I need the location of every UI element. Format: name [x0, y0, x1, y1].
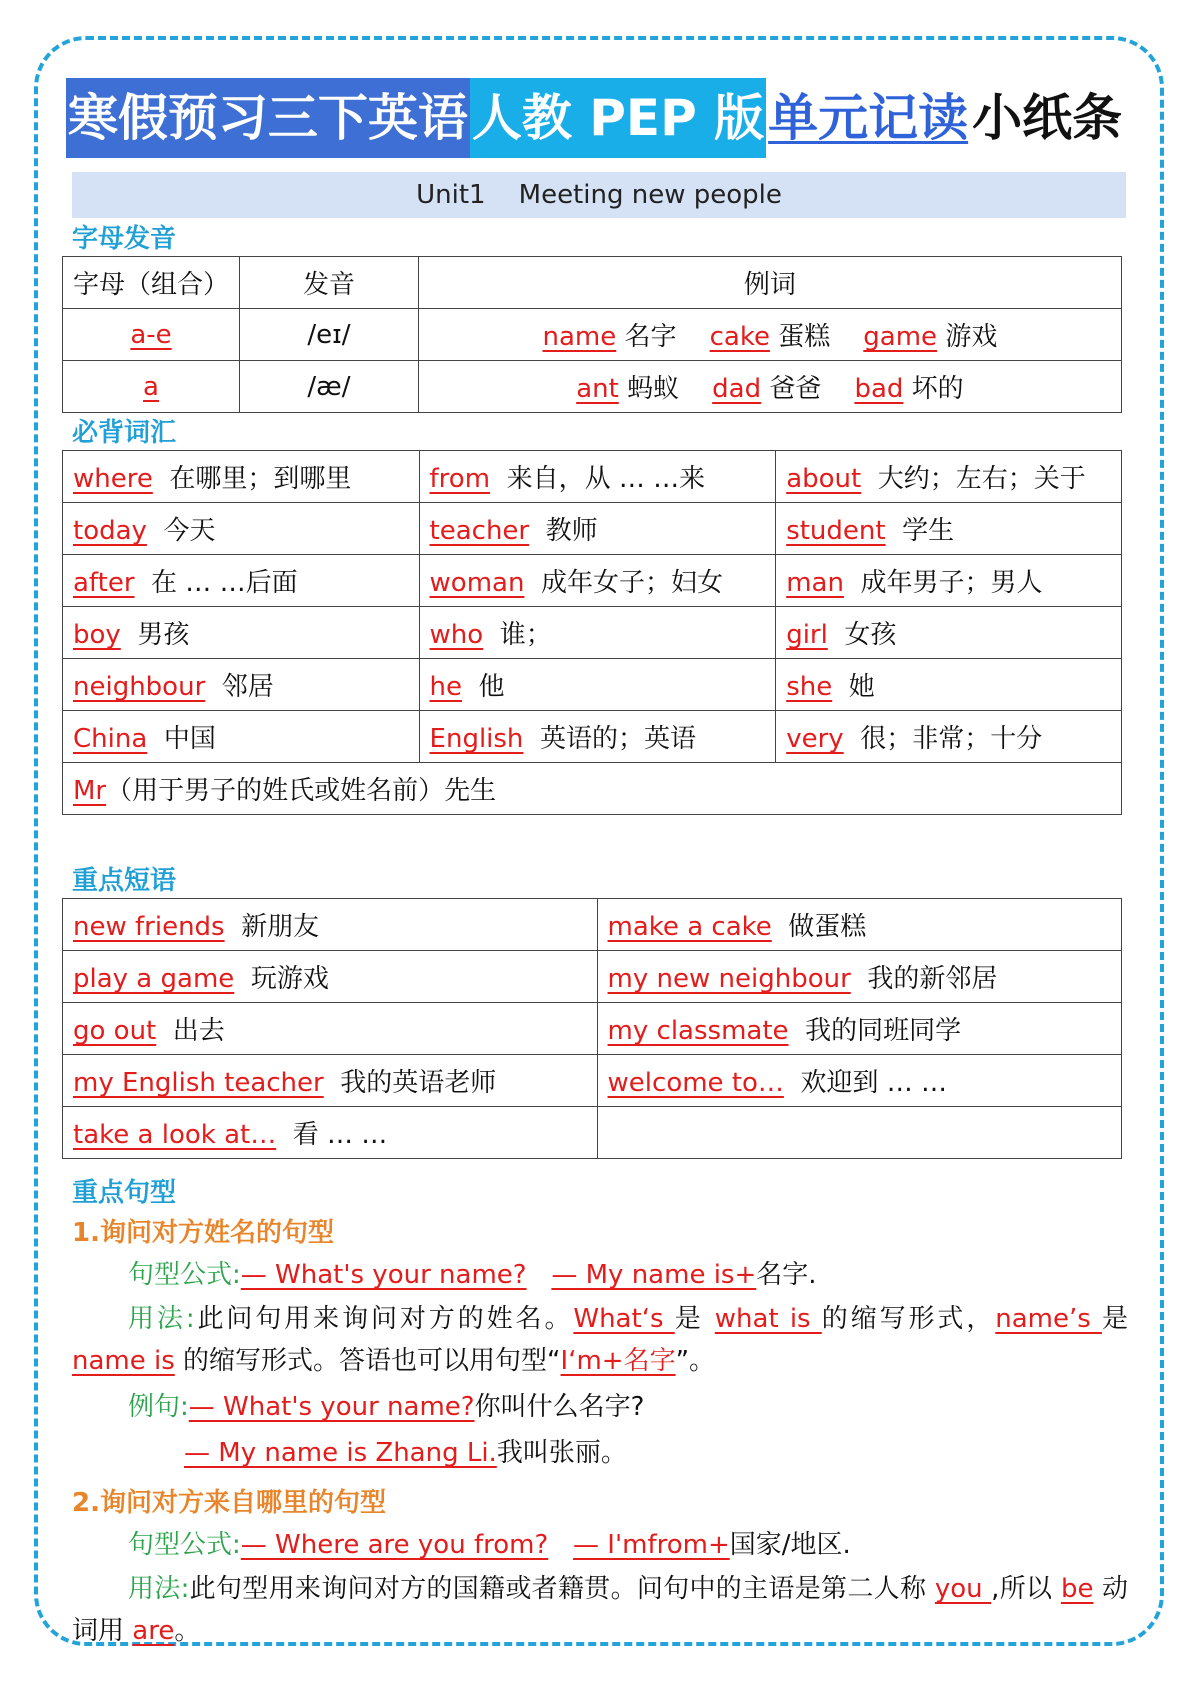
phrase-cell [597, 899, 1121, 951]
title-part-1: 寒假预习三下英语 [66, 78, 470, 158]
vocab-word: China [73, 724, 148, 754]
usage-text: ”。 [675, 1346, 716, 1376]
vocab-meaning: 来自，从 … …来 [506, 464, 706, 494]
vocab-cell [776, 607, 1122, 659]
vocab-word: boy [73, 620, 121, 650]
formula-question: — What's your name? [240, 1260, 527, 1290]
phrase-english: my classmate [607, 1016, 789, 1046]
example-label: 例句: [128, 1392, 189, 1422]
phrase-cell [63, 1107, 598, 1159]
table-row [63, 899, 1122, 951]
usage-keyword: be [1060, 1574, 1094, 1604]
vocab-cell [776, 451, 1122, 503]
vocab-cell [776, 555, 1122, 607]
usage-text: 的缩写形式。答语也可以用句型“ [174, 1346, 561, 1376]
vocab-meaning: 英语的；英语 [539, 724, 696, 754]
sound: /eɪ/ [240, 309, 419, 361]
usage-label: 用法: [128, 1304, 195, 1334]
table-row [63, 711, 1122, 763]
table-row [63, 1003, 1122, 1055]
vocab-word: man [786, 568, 844, 598]
table-row [63, 1055, 1122, 1107]
vocab-meaning: 大约；左右；关于 [877, 464, 1086, 494]
vocab-meaning: 学生 [902, 516, 955, 546]
formula-tail: 名字. [756, 1260, 817, 1290]
vocab-word: girl [786, 620, 828, 650]
table-row [63, 1107, 1122, 1159]
usage-text: 的缩写形式， [821, 1304, 996, 1334]
examples [418, 309, 1121, 361]
vocab-cell [419, 607, 776, 659]
pattern-1-title: 1.询问对方姓名的句型 [72, 1218, 334, 1248]
formula-label: 句型公式: [128, 1530, 241, 1560]
pattern-2-title: 2.询问对方来自哪里的句型 [72, 1488, 386, 1518]
vocab-word: about [786, 464, 862, 494]
pattern-2-usage [72, 1568, 1128, 1652]
vocab-meaning: 谁； [499, 620, 552, 650]
patterns-heading: 重点句型 [72, 1178, 177, 1208]
vocab-meaning: 在哪里；到哪里 [169, 464, 352, 494]
pattern-1-usage [72, 1298, 1128, 1382]
phrase-cell [63, 1003, 598, 1055]
phrase-english: take a look at… [73, 1120, 277, 1150]
sound: /æ/ [240, 361, 419, 413]
phrase-meaning: 欢迎到 … … [800, 1068, 947, 1098]
usage-text: ,所以 [991, 1574, 1061, 1604]
example-word: game [863, 322, 938, 352]
vocab-cell [63, 659, 420, 711]
vocab-meaning: 在 … …后面 [151, 568, 298, 598]
vocab-word: today [73, 516, 147, 546]
example-word: cake [709, 322, 770, 352]
vocab-cell [419, 555, 776, 607]
phrase-meaning: 我的英语老师 [340, 1068, 497, 1098]
table-row [63, 659, 1122, 711]
table-row [63, 309, 1122, 361]
vocab-cell [776, 503, 1122, 555]
usage-text: 动词用 [72, 1574, 1129, 1646]
pattern-2-formula [72, 1524, 1184, 1566]
vocab-cell [63, 607, 420, 659]
example-word: dad [712, 374, 762, 404]
vocab-cell [63, 503, 420, 555]
vocab-cell [63, 555, 420, 607]
phonics-heading: 字母发音 [72, 224, 177, 254]
phrase-english: make a cake [607, 912, 772, 942]
phrase-cell [597, 1003, 1121, 1055]
usage-text: 是 [674, 1304, 715, 1334]
pattern-1-example-2 [72, 1432, 1190, 1474]
vocab-cell [776, 711, 1122, 763]
vocab-word: where [73, 464, 153, 494]
vocab-word: after [73, 568, 135, 598]
example-meaning: 蚂蚁 [627, 374, 680, 404]
example-meaning: 爸爸 [769, 374, 822, 404]
table-row [63, 763, 1122, 815]
vocab-cell [419, 711, 776, 763]
table-row [63, 607, 1122, 659]
examples [418, 361, 1121, 413]
usage-keyword: are [132, 1616, 175, 1646]
example-chinese: 你叫什么名字? [474, 1392, 645, 1422]
usage-text: 。 [174, 1616, 201, 1646]
phrase-meaning: 玩游戏 [250, 964, 329, 994]
phrase-cell [63, 951, 598, 1003]
page-title [0, 78, 1190, 158]
table-row [63, 951, 1122, 1003]
example-meaning: 游戏 [945, 322, 998, 352]
vocab-cell [419, 659, 776, 711]
formula-label: 句型公式: [128, 1260, 241, 1290]
phrase-cell [63, 1055, 598, 1107]
example-english: — My name is Zhang Li. [184, 1438, 497, 1468]
letters: a-e [130, 319, 172, 350]
table-row [63, 555, 1122, 607]
usage-keyword: name’s [995, 1304, 1102, 1334]
phrase-english: my new neighbour [607, 964, 851, 994]
vocab-meaning: （用于男子的姓氏或姓名前）先生 [106, 776, 497, 806]
vocab-word: who [429, 620, 484, 650]
formula-question: — Where are you from? [240, 1530, 549, 1560]
phrase-meaning: 新朋友 [241, 912, 320, 942]
phrase-meaning: 做蛋糕 [788, 912, 867, 942]
header-cell: 字母（组合） [63, 257, 240, 309]
vocab-meaning: 很；非常；十分 [860, 724, 1043, 754]
vocab-cell [63, 451, 420, 503]
table-row [63, 451, 1122, 503]
vocab-word: neighbour [73, 672, 206, 702]
vocab-meaning: 中国 [163, 724, 216, 754]
unit-banner: Unit1 Meeting new people [72, 172, 1126, 218]
phrase-cell [597, 951, 1121, 1003]
vocab-word: woman [429, 568, 525, 598]
phrase-meaning: 看 … … [292, 1120, 388, 1150]
vocab-meaning: 他 [478, 672, 505, 702]
vocab-cell [776, 659, 1122, 711]
vocab-meaning: 她 [848, 672, 875, 702]
usage-label: 用法: [128, 1574, 190, 1604]
example-english: — What's your name? [188, 1392, 475, 1422]
phrase-english: go out [73, 1016, 157, 1046]
vocab-word: teacher [429, 516, 530, 546]
table-row [63, 257, 1122, 309]
vocab-word: English [429, 724, 524, 754]
vocab-word: from [429, 464, 491, 494]
example-chinese: 我叫张丽。 [496, 1438, 627, 1468]
vocab-meaning: 成年男子；男人 [860, 568, 1043, 598]
formula-tail: 国家/地区. [729, 1530, 851, 1560]
phrases-heading: 重点短语 [72, 866, 177, 896]
vocab-heading: 必背词汇 [72, 418, 177, 448]
letters: a [143, 371, 159, 402]
phrase-english: welcome to… [607, 1068, 784, 1098]
phrase-cell [63, 899, 598, 951]
example-word: ant [576, 374, 619, 404]
example-word: bad [854, 374, 904, 404]
phrase-cell [597, 1055, 1121, 1107]
vocab-word: she [786, 672, 833, 702]
formula-answer: — My name is+ [551, 1260, 757, 1290]
vocab-word: student [786, 516, 886, 546]
table-row [63, 503, 1122, 555]
usage-keyword: I‘m+名字 [560, 1346, 676, 1376]
phrase-meaning: 我的同班同学 [805, 1016, 962, 1046]
example-word: name [542, 322, 617, 352]
vocab-meaning: 女孩 [844, 620, 897, 650]
title-part-3: 单元记读 [768, 89, 969, 147]
usage-keyword: name is [72, 1346, 175, 1376]
vocab-meaning: 今天 [163, 516, 216, 546]
phrase-cell [597, 1107, 1121, 1159]
pattern-1-formula [72, 1254, 1184, 1296]
formula-answer: — I'mfrom+ [573, 1530, 730, 1560]
vocab-word: Mr [73, 776, 107, 806]
vocab-meaning: 教师 [545, 516, 598, 546]
vocab-word: very [786, 724, 844, 754]
header-cell: 例词 [418, 257, 1121, 309]
phrase-meaning: 我的新邻居 [867, 964, 998, 994]
title-part-2: 人教 PEP 版 [470, 78, 766, 158]
example-meaning: 蛋糕 [778, 322, 831, 352]
phonics-table [62, 256, 1122, 413]
vocab-cell [419, 503, 776, 555]
header-cell: 发音 [240, 257, 419, 309]
usage-text: 此句型用来询问对方的国籍或者籍贯。问句中的主语是第二人称 [189, 1574, 935, 1604]
usage-keyword: What‘s [573, 1304, 675, 1334]
phrases-table [62, 898, 1122, 1159]
example-meaning: 名字 [624, 322, 677, 352]
phrase-english: my English teacher [73, 1068, 324, 1098]
vocab-meaning: 男孩 [137, 620, 190, 650]
phrase-english: play a game [73, 964, 235, 994]
usage-keyword: what is [714, 1304, 822, 1334]
vocab-table [62, 450, 1122, 815]
example-meaning: 坏的 [911, 374, 964, 404]
table-row [63, 361, 1122, 413]
vocab-meaning: 成年女子；妇女 [540, 568, 723, 598]
pattern-1-example-1 [72, 1386, 1184, 1428]
vocab-meaning: 邻居 [221, 672, 274, 702]
title-part-4: 小纸条 [972, 89, 1123, 147]
phrase-meaning: 出去 [172, 1016, 225, 1046]
usage-keyword: you [934, 1574, 992, 1604]
vocab-cell [419, 451, 776, 503]
usage-text: 是 [1102, 1304, 1129, 1334]
vocab-cell [63, 711, 420, 763]
vocab-word: he [429, 672, 463, 702]
phrase-english: new friends [73, 912, 225, 942]
usage-text: 此问句用来询问对方的姓名。 [194, 1304, 574, 1334]
